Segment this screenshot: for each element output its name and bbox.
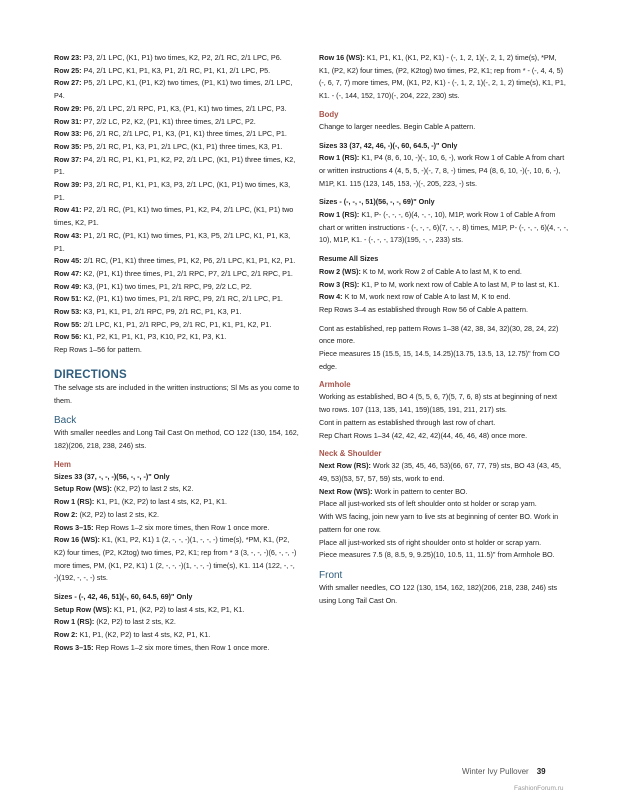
row-text: K1, P to M, work next row of Cable A to last M, P to last st, K1. <box>361 279 560 289</box>
sizes-c-label: Row 1 (RS): <box>319 153 360 163</box>
row-text: K2, (P1, K1) two times, P1, 2/1 RPC, P9, 2/1 RC, 2/1 LPC, P1. <box>83 294 283 304</box>
row16-body: K1, P1, K1, (K1, P2, K1) - (-, 1, 2, 1)(-, 2, 1, 2) time(s), *PM, K1, (P2, K2) four times, (P2, K2tog) two times, P2, K1; rep from * - (-, 4, 4, 5)(-, 6, 7, 7) more times, PM, (K1, P2, K1) - (-, 1, 2, 1)(-, 2, 1, 2) time(s), K1, P1, K1. - (-, 144, 152, 170)(-, 204, 222, 230) sts. <box>319 53 566 101</box>
row-label: Setup Row (WS): <box>54 604 112 614</box>
neck-note: Piece measures 7.5 (8, 8.5, 9, 9.25)(10, 10.5, 11, 11.5)" from Armhole BO. <box>319 550 555 560</box>
neck-note: Place all just-worked sts of left shoulder onto st holder or scrap yarn. <box>319 499 537 509</box>
row-text: K3, (P1, K1) two times, P1, 2/1 RPC, P9, 2/2 LC, P2. <box>83 281 252 291</box>
instruction-row <box>54 141 300 154</box>
sizes-b-heading: Sizes - (-, 42, 46, 51)(-, 60, 64.5, 69)" Only <box>54 592 193 602</box>
sizes-d-heading: Sizes - (-, -, -, 51)(56, -, -, 69)" Only <box>319 197 435 207</box>
body-heading: Body <box>319 109 339 119</box>
body-text: Change to larger needles. Begin Cable A pattern. <box>319 121 476 131</box>
instruction-row <box>54 604 300 617</box>
sizes-c-row <box>319 152 569 190</box>
resume-heading: Resume All Sizes <box>319 254 379 264</box>
row-text: P4, 2/1 LPC, K1, P1, K3, P1, 2/1 RC, P1, K1, 2/1 LPC, P5. <box>83 65 271 75</box>
neck-row-1 <box>319 460 569 485</box>
front-text: With smaller needles, CO 122 (130, 154, 162, 182)(206, 218, 238, 246) sts using Long Tail Cast On. <box>319 582 558 605</box>
row-text: (K2, P2) to last 2 sts, K2. <box>113 484 194 494</box>
hem-heading: Hem <box>54 459 71 469</box>
row-text: P5, 2/1 RC, P1, K3, P1, 2/1 LPC, (K1, P1) three times, K3, P1. <box>83 141 283 151</box>
row-label: Row 1 (RS): <box>54 497 95 507</box>
page-footer <box>462 767 546 776</box>
row-text: Rep Rows 1–2 six more times, then Row 1 once more. <box>95 642 270 652</box>
row-label: Row 35: <box>54 141 82 151</box>
row-text: Rep Rows 1–2 six more times, then Row 1 once more. <box>95 522 270 532</box>
sizes-a-list <box>54 483 300 585</box>
neck-row-1-label: Next Row (RS): <box>319 461 371 471</box>
sizes-d-body: K1, P- (-, -, -, 6)(4, -, -, 10), M1P, work Row 1 of Cable A from chart or written instructions - (-, -, -, 6)(7, -, -, 8) times, M1P, P- (-, -, -, 6)(4, -, -, 10), M1P, K1. - (-, -, -, 173)(195, -, -, 233) sts. <box>319 210 569 245</box>
instruction-row <box>54 204 300 229</box>
cable-rows-list <box>54 52 300 344</box>
row16-text <box>319 52 569 103</box>
sizes-a-heading: Sizes 33 (37, -, -, -)(56, -, -, -)" Only <box>54 471 170 481</box>
armhole-text-1: Working as established, BO 4 (5, 5, 6, 7)(5, 7, 6, 8) sts at beginning of next two rows. 107 (113, 135, 141, 159)(185, 191, 211, 217) sts. <box>319 392 557 415</box>
footer-title: Winter Ivy Pullover <box>462 767 529 776</box>
row-text: P7, 2/2 LC, P2, K2, (P1, K1) three times, 2/1 LPC, P2. <box>83 116 256 126</box>
row-text: P1, 2/1 RC, (P1, K1) two times, P1, K3, P5, 2/1 LPC, K1, P1, K3, P1. <box>54 230 291 253</box>
row-label: Setup Row (WS): <box>54 484 112 494</box>
row-text: 2/1 RC, (P1, K1) three times, P1, K2, P6, 2/1 LPC, K1, P1, K2, P1. <box>83 256 296 266</box>
row-label: Row 55: <box>54 319 82 329</box>
row-label: Row 1 (RS): <box>54 617 95 627</box>
row-text: P6, 2/1 LPC, 2/1 RPC, P1, K3, (P1, K1) two times, 2/1 LPC, P3. <box>83 103 287 113</box>
row-text: P3, 2/1 LPC, (K1, P1) two times, K2, P2, 2/1 RC, 2/1 LPC, P6. <box>83 53 282 62</box>
neck-row-2 <box>319 486 569 499</box>
continue-text: Cont as established, rep pattern Rows 1–38 (42, 38, 34, 32)(30, 28, 24, 22) once more. <box>319 323 559 346</box>
row-label: Row 31: <box>54 116 82 126</box>
instruction-row <box>54 230 300 255</box>
back-text: With smaller needles and Long Tail Cast On method, CO 122 (130, 154, 162, 182)(206, 218, 238, 246) sts. <box>54 428 299 450</box>
row-text: P3, 2/1 RC, P1, K1, P1, K3, P3, 2/1 LPC, (K1, P1) two times, K3, P1. <box>54 180 291 202</box>
row-label: Row 4: <box>319 292 343 302</box>
directions-heading: DIRECTIONS <box>54 368 127 381</box>
row-text: (K2, P2) to last 2 sts, K2. <box>79 509 160 519</box>
sizes-c-body: K1, P4 (8, 6, 10, -)(-, 10, 6, -), work Row 1 of Cable A from chart or written instructions 4 (4, 5, 5, -)(-, 7, 8, -) times, P4 (8, 6, 10, -)(-, 10, 6, -), M1P, K1. 115 (123, 145, 153, -)(-, 205, 223, -) sts. <box>319 153 565 188</box>
resume-list <box>319 266 569 304</box>
instruction-row <box>54 629 300 642</box>
resume-repeat: Rep Rows 3–4 as established through Row 56 of Cable A pattern. <box>319 304 528 314</box>
row-text: P6, 2/1 RC, 2/1 LPC, P1, K3, (P1, K1) three times, 2/1 LPC, P1. <box>83 129 287 139</box>
back-heading: Back <box>54 415 77 427</box>
row-label: Rows 3–15: <box>54 522 94 532</box>
row-label: Row 53: <box>54 307 82 317</box>
instruction-row <box>54 116 300 129</box>
row-label: Rows 3–15: <box>54 642 94 652</box>
neck-row-2-label: Next Row (WS): <box>319 486 373 496</box>
row-text: K1, P1, (K2, P2) to last 4 sts, K2, P1, K1. <box>79 630 211 640</box>
instruction-row <box>54 616 300 629</box>
instruction-row <box>54 331 300 344</box>
instruction-row <box>54 496 300 509</box>
instruction-row <box>54 281 300 294</box>
instruction-row <box>54 128 300 141</box>
row-label: Row 37: <box>54 154 82 164</box>
armhole-heading: Armhole <box>319 380 351 390</box>
row-label: Row 16 (WS): <box>54 535 100 545</box>
row-label: Row 51: <box>54 294 82 304</box>
page-number: 39 <box>536 767 546 776</box>
instruction-row <box>54 179 300 204</box>
neck-note: Place all just-worked sts of right shoulder onto st holder or scrap yarn. <box>319 537 542 547</box>
row-label: Row 47: <box>54 268 82 278</box>
row-label: Row 49: <box>54 281 82 291</box>
row-label: Row 43: <box>54 230 82 240</box>
instruction-row <box>54 522 300 535</box>
repeat-note: Rep Rows 1–56 for pattern. <box>54 345 142 355</box>
measure-text: Piece measures 15 (15.5, 15, 14.5, 14.25)(13.75, 13.5, 13, 12.75)" from CO edge. <box>319 349 560 371</box>
instruction-row <box>54 534 300 585</box>
row-label: Row 2 (WS): <box>319 266 361 276</box>
sizes-d-row <box>319 209 569 247</box>
instruction-row <box>54 509 300 522</box>
instruction-row <box>319 266 569 279</box>
instruction-row <box>54 306 300 319</box>
instruction-row <box>54 319 300 332</box>
row-label: Row 39: <box>54 180 82 190</box>
neck-note: With WS facing, join new yarn to live sts at beginning of center BO. Work in pattern for one row. <box>319 512 559 534</box>
instruction-row <box>54 483 300 496</box>
row-text: (K2, P2) to last 2 sts, K2. <box>96 617 176 627</box>
sizes-d-label: Row 1 (RS): <box>319 210 360 220</box>
row-text: K1, P1, (K2, P2) to last 4 sts, K2, P1, K1. <box>113 604 245 614</box>
instruction-row <box>54 103 300 116</box>
armhole-text-2: Cont in pattern as established through last row of chart. <box>319 417 496 427</box>
row-label: Row 56: <box>54 332 82 342</box>
left-column <box>54 52 300 655</box>
neck-notes <box>319 498 569 562</box>
row-label: Row 29: <box>54 103 82 113</box>
instruction-row <box>54 255 300 268</box>
row-text: K3, P1, K1, P1, 2/1 RPC, P9, 2/1 RC, P1, K3, P1. <box>83 307 242 317</box>
row-text: P2, 2/1 RC, (P1, K1) two times, P1, K2, P4, 2/1 LPC, (K1, P1) two times, K2, P1. <box>54 205 294 228</box>
sizes-c-heading: Sizes 33 (37, 42, 46, -)(-, 60, 64.5, -)" Only <box>319 140 458 150</box>
instruction-row <box>319 291 569 304</box>
sizes-b-list <box>54 604 300 655</box>
neck-row-1-body: Work 32 (35, 45, 46, 53)(66, 67, 77, 79) sts, BO 43 (43, 45, 49, 53)(53, 57, 57, 59) sts, work to end. <box>319 461 561 483</box>
instruction-row <box>54 268 300 281</box>
row-text: K2, (P1, K1) three times, P1, 2/1 RPC, P7, 2/1 LPC, 2/1 RPC, P1. <box>83 268 293 278</box>
row-text: K to M, work next row of Cable A to last M, K to end. <box>344 292 511 302</box>
row-label: Row 25: <box>54 65 82 75</box>
instruction-row <box>54 293 300 306</box>
row-text: P5, 2/1 LPC, K1, (P1, K2) two times, (P1, K1) two times, 2/1 LPC, P4. <box>54 78 293 101</box>
row-text: P4, 2/1 RC, P1, K1, P1, K2, P2, 2/1 LPC, (K1, P1) three times, K2, P1. <box>54 154 296 177</box>
row-label: Row 33: <box>54 129 82 139</box>
neck-heading: Neck & Shoulder <box>319 449 382 459</box>
row-text: K1, P1, (K2, P2) to last 4 sts, K2, P1, K1. <box>96 497 227 507</box>
watermark: FashionForum.ru <box>514 785 564 792</box>
right-column <box>319 52 569 607</box>
row-label: Row 41: <box>54 205 82 215</box>
row16-label: Row 16 (WS): <box>319 53 365 62</box>
instruction-row <box>54 52 300 65</box>
instruction-row <box>54 154 300 179</box>
directions-text: The selvage sts are included in the written instructions; Sl Ms as you come to them. <box>54 382 300 405</box>
row-label: Row 23: <box>54 53 82 62</box>
front-heading: Front <box>319 569 343 581</box>
row-label: Row 3 (RS): <box>319 279 360 289</box>
row-text: K to M, work Row 2 of Cable A to last M, K to end. <box>362 266 522 276</box>
row-label: Row 27: <box>54 78 82 88</box>
row-label: Row 2: <box>54 509 78 519</box>
row-label: Row 2: <box>54 630 78 640</box>
armhole-text-3: Rep Chart Rows 1–34 (42, 42, 42, 42)(44, 46, 46, 48) once more. <box>319 430 528 440</box>
instruction-row <box>54 65 300 78</box>
instruction-row <box>319 279 569 292</box>
row-text: K1, P2, K1, P1, K1, P3, K10, P2, K1, P3, K1. <box>83 332 227 342</box>
neck-row-2-body: Work in pattern to center BO. <box>374 486 468 496</box>
instruction-row <box>54 642 300 655</box>
row-text: K1, (K1, P2, K1) 1 (2, -, -, -)(1, -, -, -) time(s), *PM, K1, (P2, K2) four times, (P2, K2tog) two times, P2, K1; rep from * 3 (3, -, -, -)(6, -, -, -) more times, PM, (K1, P2, K1) 1 (2, -, -, -)(1, -, -, -) time(s), K1. 114 (122, -, -, -)(192, -, -, -) sts. <box>54 535 297 583</box>
row-text: 2/1 LPC, K1, P1, 2/1 RPC, P9, 2/1 RC, P1, K1, P1, K2, P1. <box>83 319 272 329</box>
row-label: Row 45: <box>54 256 82 266</box>
instruction-row <box>54 77 300 102</box>
